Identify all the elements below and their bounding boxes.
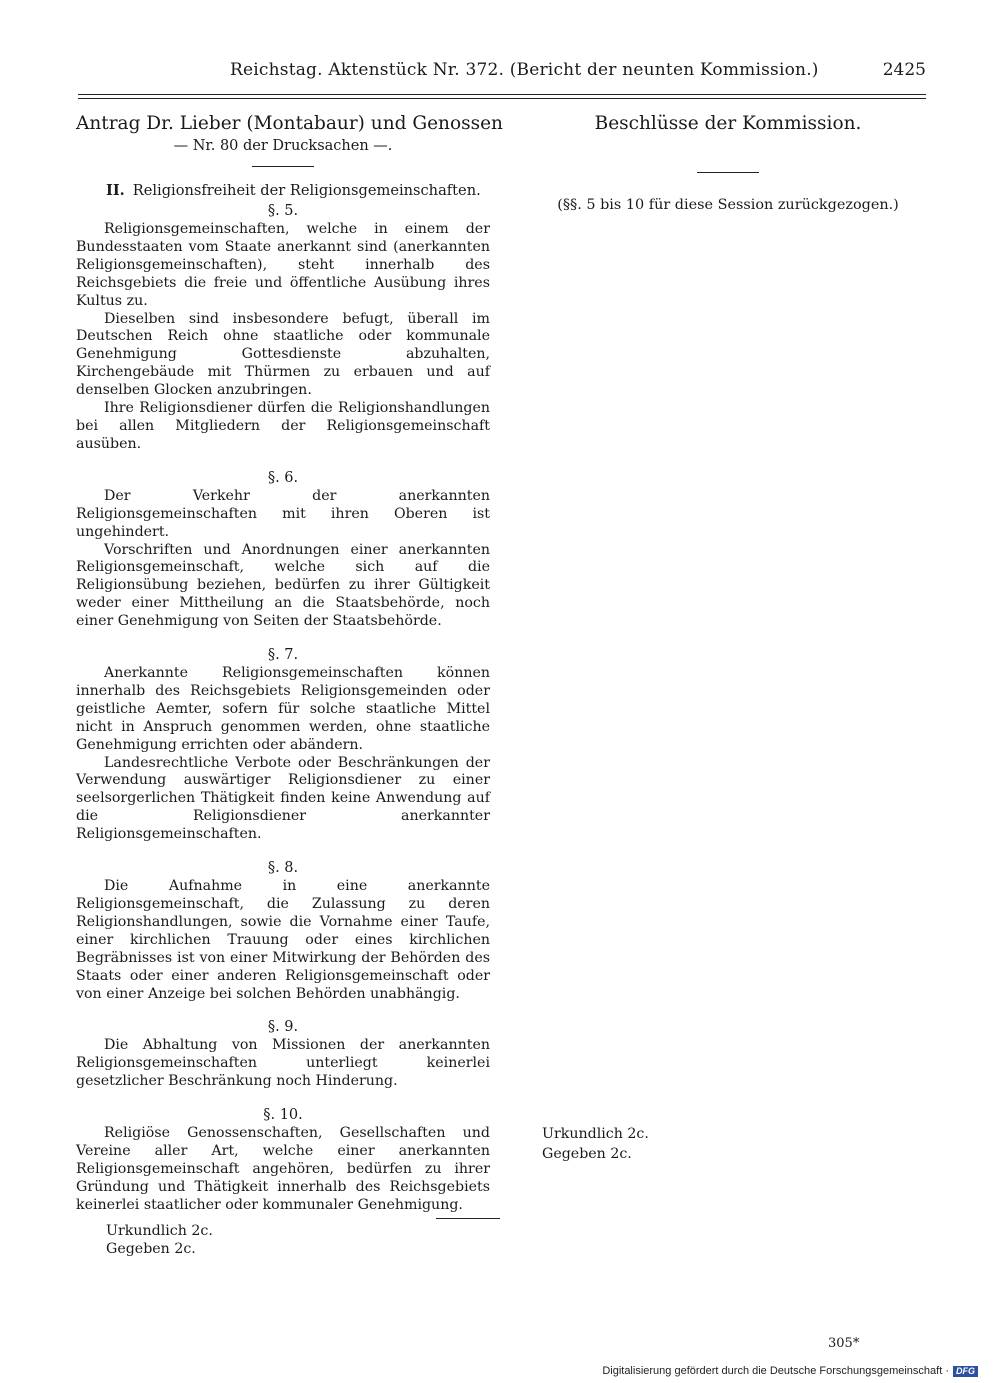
paragraph-text: Religiöse Genossenschaften, Gesellschaften und Vereine aller Art, welche einer anerkannten Religionsgemeinschaft angehören, bedürfen zu ihrer Gründung und Thätigkeit innerhalb des Reichsgebiets keinerlei staatlicher oder kommunaler Genehmigung. xyxy=(76,1125,490,1213)
running-head-text: Reichstag. Aktenstück Nr. 372. (Bericht der neunten Kommission.) xyxy=(230,60,819,80)
paragraph-text: Dieselben sind insbesondere befugt, überall im Deutschen Reich ohne staatliche oder kommunale Genehmigung Gottesdienste abzuhalten, Kirchengebäude mit Thürmen zu erbauen und auf denselben Glocken anzubringen. xyxy=(76,310,490,399)
motion-column xyxy=(76,112,503,1259)
credit-text: Digitalisierung gefördert durch die Deutsche Forschungsgemeinschaft · xyxy=(602,1365,949,1377)
digitization-credit xyxy=(602,1365,978,1377)
running-header xyxy=(78,60,926,90)
paragraph-text: Vorschriften und Anordnungen einer anerkannten Religionsgemeinschaft, welche sich auf die Religionsübung beziehen, bedürfen zu ihrer Gültigkeit weder einer Mittheilung an die Staatsbehörde, noch einer Genehmigung von Seiten der Staatsbehörde. xyxy=(76,541,490,630)
end-rule xyxy=(436,1218,500,1219)
paragraph-mark: §. 7. xyxy=(267,647,299,664)
dfg-logo-icon: DFG xyxy=(953,1366,978,1377)
closing-urkundlich: Urkundlich 2c. xyxy=(106,1222,213,1239)
paragraph-6 xyxy=(76,468,490,631)
paragraph-text: Der Verkehr der anerkannten Religionsgemeinschaften mit ihren Oberen ist ungehindert. xyxy=(76,487,490,540)
withdrawal-note: (§§. 5 bis 10 für diese Session zurückgezogen.) xyxy=(557,197,899,213)
paragraph-mark: §. 8. xyxy=(267,860,299,877)
section-number: II. xyxy=(106,182,125,199)
section-heading xyxy=(76,181,490,201)
sheet-number: 305* xyxy=(828,1336,860,1351)
header-double-rule xyxy=(78,94,926,99)
paragraph-text: Landesrechtliche Verbote oder Beschränkungen der Verwendung auswärtiger Religionsdiener zu einer seelsorgerlichen Thätigkeit finden keine Anwendung auf die Religionsdiener anerkannter Religionsgemeinschaften. xyxy=(76,754,490,843)
paragraph-text: Die Abhaltung von Missionen der anerkannten Religionsgemeinschaften unterliegt keinerlei gesetzlicher Beschränkung noch Hinderung. xyxy=(76,1037,490,1090)
motion-title: Antrag Dr. Lieber (Montabaur) und Genossen xyxy=(76,113,503,134)
paragraph-text: Religionsgemeinschaften, welche in einem der Bundesstaaten vom Staate anerkannt sind (anerkannten Religionsgemeinschaften), steht innerhalb des Reichsgebiets die freie und öffentliche Ausübung ihres Kultus zu. xyxy=(76,221,490,309)
paragraph-text: Anerkannte Religionsgemeinschaften können innerhalb des Reichsgebiets Religionsgemeinden oder geistliche Aemter, sofern für solche staatliche Mittel nicht in Anspruch genommen werden, ohne staatliche Genehmigung errichten oder abändern. xyxy=(76,665,490,753)
paragraph-mark: §. 10. xyxy=(263,1107,303,1124)
commission-title: Beschlüsse der Kommission. xyxy=(594,113,862,134)
title-rule xyxy=(252,166,314,167)
paragraph-mark: §. 9. xyxy=(267,1019,299,1036)
paragraph-mark: §. 5. xyxy=(267,203,299,219)
commission-closing-gegeben: Gegeben 2c. xyxy=(542,1146,632,1162)
paragraph-text: Die Aufnahme in eine anerkannte Religionsgemeinschaft, die Zulassung zu deren Religionshandlungen, sowie die Vornahme einer Taufe, einer kirchlichen Trauung oder eines kirchlichen Begräbnisses ist von einer Mitwirkung der Behörden des Staats oder einer anderen Religionsgemeinschaft oder von einer Anzeige bei solchen Behörden unabhängig. xyxy=(76,878,490,1002)
commission-title-rule xyxy=(697,172,759,173)
paragraph-text: Ihre Religionsdiener dürfen die Religionshandlungen bei allen Mitgliedern der Religionsgemeinschaft ausüben. xyxy=(76,400,490,452)
commission-closing-urkundlich: Urkundlich 2c. xyxy=(542,1126,649,1142)
paragraph-mark: §. 6. xyxy=(267,469,299,486)
paragraph-5 xyxy=(76,201,490,454)
motion-subtitle: — Nr. 80 der Drucksachen —. xyxy=(173,138,393,154)
section-heading-text: Religionsfreiheit der Religionsgemeinschaften. xyxy=(132,182,481,199)
paragraph-7 xyxy=(76,645,490,844)
commission-column xyxy=(530,112,926,215)
paragraph-10 xyxy=(76,1105,490,1215)
closing-gegeben: Gegeben 2c. xyxy=(106,1240,196,1257)
paragraph-8 xyxy=(76,858,490,1003)
page-number: 2425 xyxy=(882,60,926,80)
paragraph-9 xyxy=(76,1017,490,1091)
